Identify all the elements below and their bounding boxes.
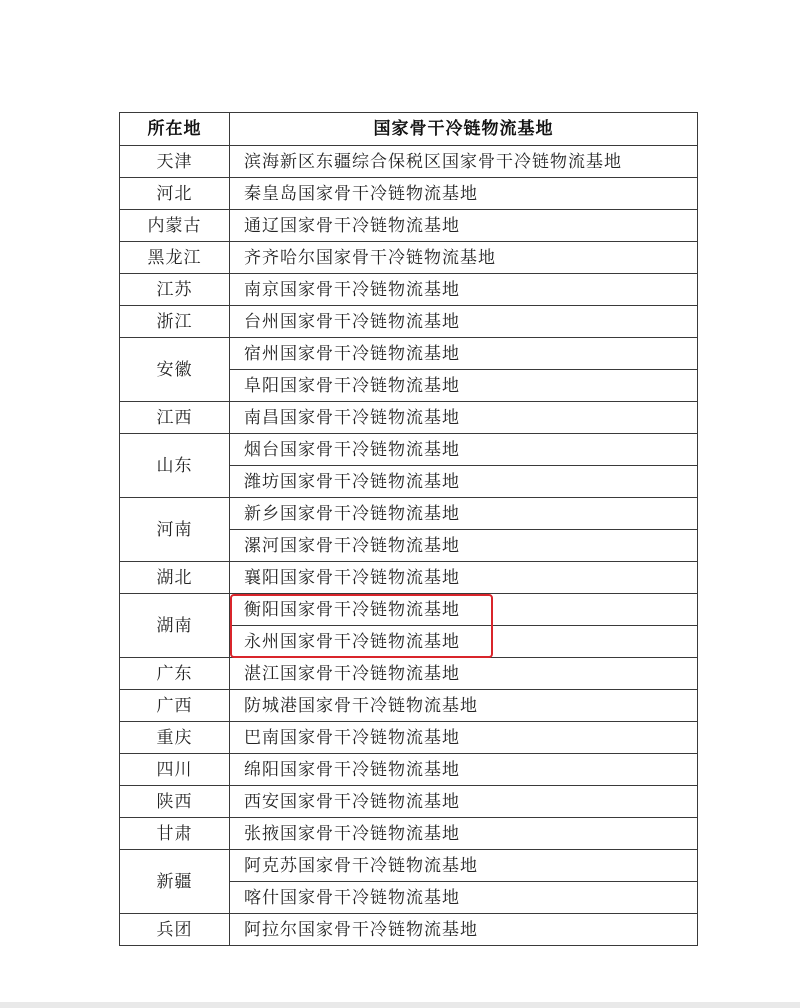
- base-name-cell: 阿克苏国家骨干冷链物流基地: [230, 850, 698, 882]
- base-name-cell: 湛江国家骨干冷链物流基地: [230, 658, 698, 690]
- table-row: [120, 306, 698, 338]
- location-cell: 兵团: [120, 914, 230, 946]
- base-name-cell: 阜阳国家骨干冷链物流基地: [230, 370, 698, 402]
- table-row: [120, 210, 698, 242]
- bottom-strip: [0, 1002, 800, 1008]
- table-row: [120, 562, 698, 594]
- base-name-cell: 新乡国家骨干冷链物流基地: [230, 498, 698, 530]
- base-name-cell: 阿拉尔国家骨干冷链物流基地: [230, 914, 698, 946]
- base-name-cell: 喀什国家骨干冷链物流基地: [230, 882, 698, 914]
- table-row: [120, 402, 698, 434]
- table-row: [120, 818, 698, 850]
- location-cell: 河南: [120, 498, 230, 562]
- table-row: [120, 242, 698, 274]
- base-name-cell: 西安国家骨干冷链物流基地: [230, 786, 698, 818]
- base-name-cell: 烟台国家骨干冷链物流基地: [230, 434, 698, 466]
- location-cell: 湖北: [120, 562, 230, 594]
- table-row: [120, 498, 698, 530]
- table-row: [120, 178, 698, 210]
- table-row: [120, 658, 698, 690]
- location-cell: 陕西: [120, 786, 230, 818]
- base-name-cell: 宿州国家骨干冷链物流基地: [230, 338, 698, 370]
- base-name-cell: 漯河国家骨干冷链物流基地: [230, 530, 698, 562]
- location-cell: 江苏: [120, 274, 230, 306]
- header-location: 所在地: [120, 113, 230, 146]
- location-cell: 新疆: [120, 850, 230, 914]
- table-row: [120, 274, 698, 306]
- base-name-cell: 襄阳国家骨干冷链物流基地: [230, 562, 698, 594]
- table-row: [120, 754, 698, 786]
- table-row: [120, 594, 698, 626]
- base-name-cell: 南昌国家骨干冷链物流基地: [230, 402, 698, 434]
- location-cell: 山东: [120, 434, 230, 498]
- location-cell: 黑龙江: [120, 242, 230, 274]
- table-row: [120, 338, 698, 370]
- table-body: [120, 146, 698, 946]
- base-name-cell: 台州国家骨干冷链物流基地: [230, 306, 698, 338]
- location-cell: 天津: [120, 146, 230, 178]
- table-row: [120, 786, 698, 818]
- base-name-cell: 巴南国家骨干冷链物流基地: [230, 722, 698, 754]
- table-row: [120, 146, 698, 178]
- table-row: [120, 914, 698, 946]
- location-cell: 重庆: [120, 722, 230, 754]
- base-name-cell: 衡阳国家骨干冷链物流基地: [230, 594, 698, 626]
- base-name-cell: 齐齐哈尔国家骨干冷链物流基地: [230, 242, 698, 274]
- location-cell: 安徽: [120, 338, 230, 402]
- location-cell: 浙江: [120, 306, 230, 338]
- location-cell: 广东: [120, 658, 230, 690]
- location-cell: 甘肃: [120, 818, 230, 850]
- base-name-cell: 秦皇岛国家骨干冷链物流基地: [230, 178, 698, 210]
- location-cell: 广西: [120, 690, 230, 722]
- table-row: [120, 850, 698, 882]
- header-base: 国家骨干冷链物流基地: [230, 113, 698, 146]
- base-name-cell: 防城港国家骨干冷链物流基地: [230, 690, 698, 722]
- table-row: [120, 434, 698, 466]
- table-row: [120, 722, 698, 754]
- location-cell: 四川: [120, 754, 230, 786]
- location-cell: 湖南: [120, 594, 230, 658]
- base-name-cell: 张掖国家骨干冷链物流基地: [230, 818, 698, 850]
- base-name-cell: 通辽国家骨干冷链物流基地: [230, 210, 698, 242]
- base-name-cell: 绵阳国家骨干冷链物流基地: [230, 754, 698, 786]
- cold-chain-bases-table: [119, 112, 698, 946]
- base-name-cell: 永州国家骨干冷链物流基地: [230, 626, 698, 658]
- base-name-cell: 南京国家骨干冷链物流基地: [230, 274, 698, 306]
- location-cell: 江西: [120, 402, 230, 434]
- base-name-cell: 滨海新区东疆综合保税区国家骨干冷链物流基地: [230, 146, 698, 178]
- table-header-row: [120, 113, 698, 146]
- location-cell: 内蒙古: [120, 210, 230, 242]
- table-row: [120, 690, 698, 722]
- base-name-cell: 潍坊国家骨干冷链物流基地: [230, 466, 698, 498]
- location-cell: 河北: [120, 178, 230, 210]
